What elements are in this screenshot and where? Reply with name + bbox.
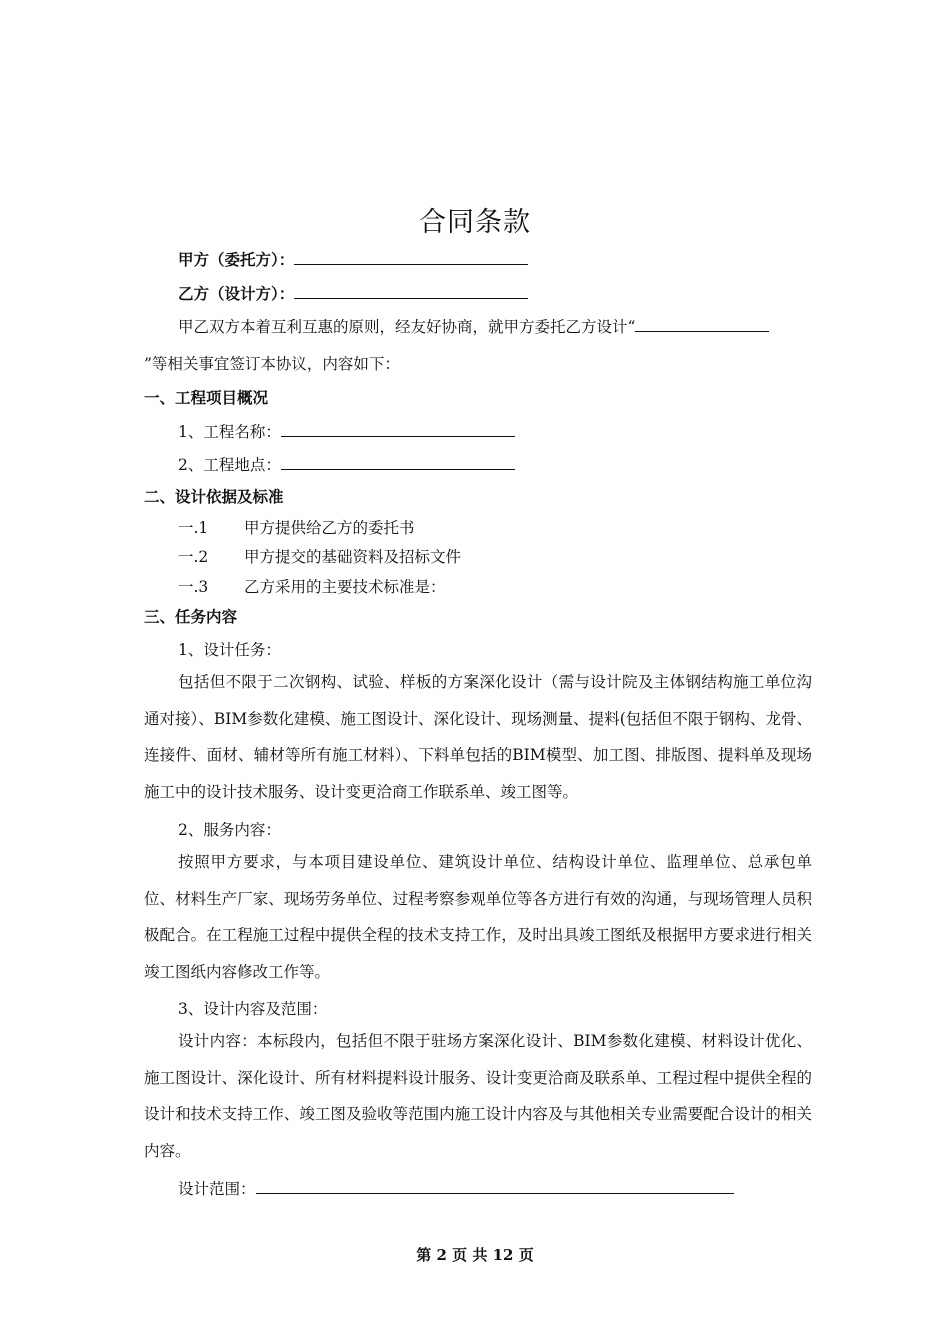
party-a-label: 甲方（委托方）：	[178, 250, 295, 269]
section2-heading: 二、设计依据及标准	[144, 487, 284, 506]
scope-paragraph: 设计内容：本标段内，包括但不限于驻场方案深化设计、BIM参数化建模、材料设计优化、施工图设计、深化设计、所有材料提料设计服务、设计变更洽商及联系单、工程过程中提供全程的设计和技术支持工作、竣工图及验收等范围内施工设计内容及与其他相关专业需要配合设计的相关内容。	[144, 1032, 812, 1160]
design-range-field[interactable]	[256, 1179, 734, 1194]
party-b-label: 乙方（设计方）：	[178, 284, 295, 303]
basis-item	[178, 518, 415, 538]
basis-item	[178, 547, 461, 567]
design-task-paragraph: 包括但不限于二次钢构、试验、样板的方案深化设计（需与设计院及主体钢结构施工单位沟通对接）、BIM参数化建模、施工图设计、深化设计、现场测量、提料(包括但不限于钢构、龙骨、连接件、面材、辅材等所有施工材料）、下料单包括的BIM模型、加工图、排版图、提料单及现场施工中的设计技术服务、设计变更洽商工作联系单、竣工图等。	[144, 673, 812, 801]
service-label: 2、服务内容：	[178, 821, 281, 839]
design-range-label: 设计范围：	[178, 1180, 256, 1198]
basis-item-text: 乙方采用的主要技术标准是：	[244, 578, 446, 596]
project-name-field[interactable]	[281, 422, 515, 437]
project-name-line	[178, 422, 515, 442]
party-a-blank[interactable]	[294, 250, 528, 265]
page-title: 合同条款	[419, 207, 531, 238]
party-b-line	[178, 284, 528, 304]
intro-line-2	[144, 354, 400, 374]
intro-text-1: 甲乙双方本着互利互惠的原则，经友好协商，就甲方委托乙方设计“	[178, 318, 636, 336]
project-name-blank[interactable]	[635, 317, 769, 332]
section1-heading: 一、工程项目概况	[144, 388, 269, 407]
service-paragraph: 按照甲方要求，与本项目建设单位、建筑设计单位、结构设计单位、监理单位、总承包单位、材料生产厂家、现场劳务单位、过程考察参观单位等各方进行有效的沟通，与现场管理人员积极配合。在工程施工过程中提供全程的技术支持工作，及时出具竣工图纸及根据甲方要求进行相关竣工图纸内容修改工作等。	[144, 853, 812, 981]
project-location-label: 2、工程地点：	[178, 456, 281, 474]
intro-line-1	[178, 317, 769, 337]
intro-text-2: ”等相关事宜签订本协议，内容如下：	[144, 355, 400, 373]
project-location-line	[178, 455, 515, 475]
basis-item-text: 甲方提交的基础资料及招标文件	[244, 548, 462, 566]
basis-item-number: 一.3	[178, 578, 209, 596]
basis-item-text: 甲方提供给乙方的委托书	[244, 519, 415, 537]
section3-heading: 三、任务内容	[144, 607, 238, 626]
project-name-label: 1、工程名称：	[178, 423, 281, 441]
scope-label: 3、设计内容及范围：	[178, 1000, 328, 1018]
party-b-blank[interactable]	[294, 284, 528, 299]
party-a-line	[178, 250, 528, 270]
design-task-label: 1、设计任务：	[178, 641, 281, 659]
basis-item-number: 一.1	[178, 519, 209, 537]
basis-item	[178, 577, 446, 597]
project-location-field[interactable]	[281, 455, 515, 470]
design-range-line	[178, 1179, 734, 1199]
basis-item-number: 一.2	[178, 548, 209, 566]
page-footer: 第 2 页 共 12 页	[416, 1246, 534, 1264]
